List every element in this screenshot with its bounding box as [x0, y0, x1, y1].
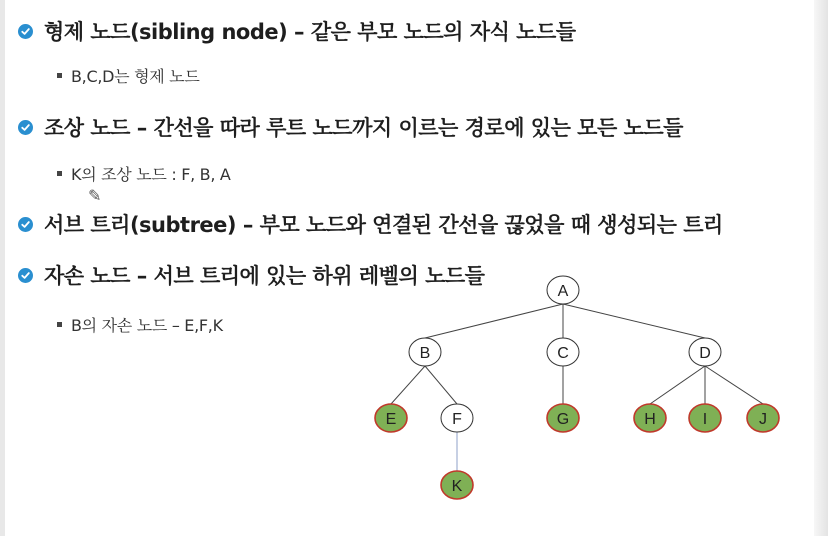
- node-G: [547, 404, 579, 432]
- edge-B-E: [391, 366, 425, 404]
- edge-A-D: [563, 304, 705, 338]
- node-B: [409, 338, 441, 366]
- subpoint-text: B의 자손 노드 – E,F,K: [71, 316, 223, 335]
- node-I: [689, 404, 721, 432]
- node-label-K: K: [451, 478, 463, 495]
- node-A: [547, 276, 579, 304]
- node-label-I: I: [702, 411, 708, 428]
- node-C: [547, 338, 579, 366]
- edge-D-J: [705, 366, 763, 404]
- heading-text: 서브 트리(subtree) – 부모 노드와 연결된 간선을 끊었을 때 생성되는 트리: [44, 213, 723, 237]
- node-label-B: B: [419, 345, 431, 362]
- pencil-cursor-icon: ✎: [88, 186, 102, 205]
- edge-B-F: [425, 366, 457, 404]
- node-H: [634, 404, 666, 432]
- edge-D-H: [650, 366, 705, 404]
- subpoint-text: B,C,D는 형제 노드: [71, 67, 200, 86]
- node-label-G: G: [556, 411, 570, 428]
- node-label-A: A: [557, 283, 569, 300]
- heading-text: 형제 노드(sibling node) – 같은 부모 노드의 자식 노드들: [44, 20, 576, 44]
- node-label-F: F: [452, 411, 462, 428]
- node-label-H: H: [644, 411, 656, 428]
- edge-A-B: [425, 304, 563, 338]
- node-F: [441, 404, 473, 432]
- node-label-C: C: [557, 345, 569, 362]
- node-J: [747, 404, 779, 432]
- node-label-J: J: [759, 411, 767, 428]
- node-label-E: E: [385, 411, 397, 428]
- subpoint-text: K의 조상 노드 : F, B, A: [71, 165, 231, 184]
- heading-text: 자손 노드 – 서브 트리에 있는 하위 레벨의 노드들: [44, 264, 485, 288]
- heading-text: 조상 노드 – 간선을 따라 루트 노드까지 이르는 경로에 있는 모든 노드들: [44, 116, 683, 140]
- node-K: [441, 471, 473, 499]
- node-D: [689, 338, 721, 366]
- node-label-D: D: [699, 345, 711, 362]
- node-E: [375, 404, 407, 432]
